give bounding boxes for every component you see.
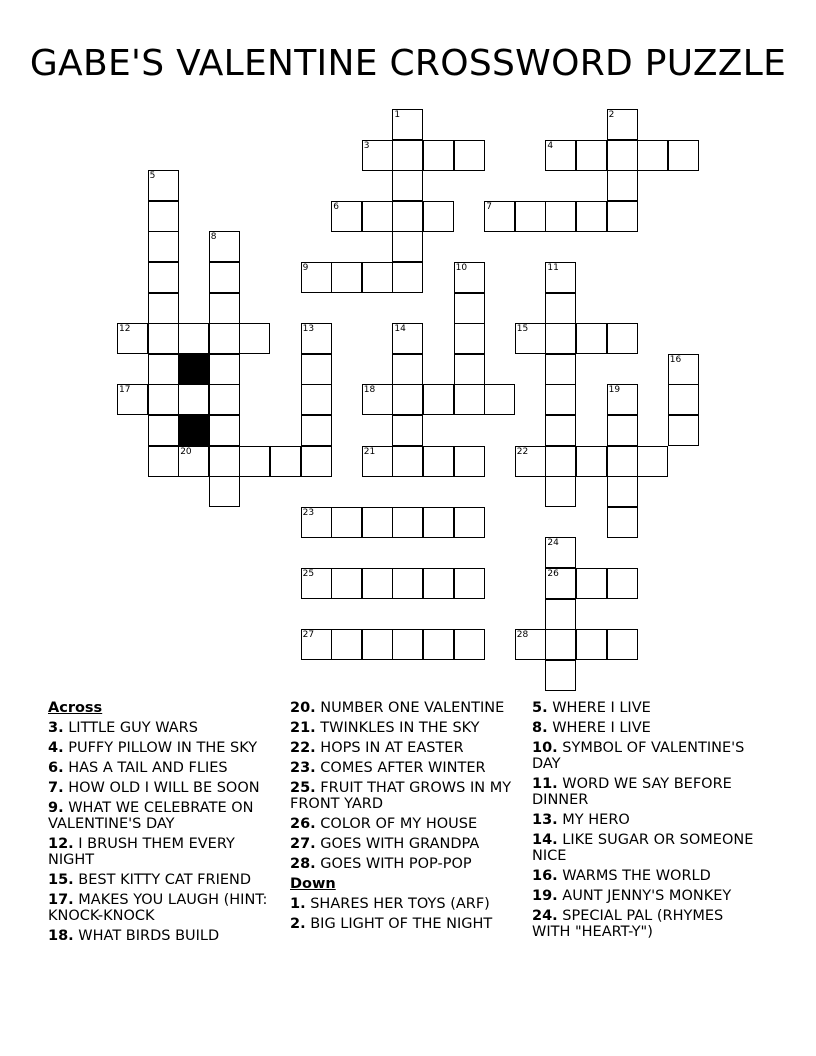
clue-item-text: WHAT WE CELEBRATE ON VALENTINE'S DAY bbox=[48, 800, 254, 832]
grid-cell[interactable] bbox=[301, 323, 332, 354]
grid-cell[interactable] bbox=[545, 323, 576, 354]
grid-cell[interactable] bbox=[668, 415, 699, 446]
grid-cell[interactable] bbox=[178, 323, 209, 354]
clue-item-text: WHERE I LIVE bbox=[547, 720, 651, 736]
clue-number: 3 bbox=[363, 140, 370, 151]
grid-cell[interactable] bbox=[423, 568, 454, 599]
clue-item bbox=[532, 700, 764, 716]
grid-cell[interactable] bbox=[607, 140, 638, 171]
clue-item bbox=[48, 740, 280, 756]
grid-cell[interactable] bbox=[148, 262, 179, 293]
grid-cell[interactable] bbox=[148, 354, 179, 385]
grid-cell[interactable] bbox=[545, 140, 576, 171]
clue-item-number: 24. bbox=[532, 908, 558, 924]
grid-cell[interactable] bbox=[392, 323, 423, 354]
clues-column-1 bbox=[48, 700, 280, 948]
grid-cell[interactable] bbox=[515, 323, 546, 354]
clue-number: 20 bbox=[180, 446, 192, 457]
grid-cell[interactable] bbox=[362, 140, 393, 171]
grid-cell[interactable] bbox=[392, 446, 423, 477]
grid-cell[interactable] bbox=[545, 537, 576, 568]
clue-item-number: 28. bbox=[290, 856, 316, 872]
grid-cell[interactable] bbox=[515, 201, 546, 232]
grid-cell[interactable] bbox=[423, 446, 454, 477]
clue-item-text: HOW OLD I WILL BE SOON bbox=[63, 780, 260, 796]
grid-cell[interactable] bbox=[545, 384, 576, 415]
clue-item bbox=[532, 908, 764, 940]
clue-item-text: WHERE I LIVE bbox=[547, 700, 651, 716]
grid-cell[interactable] bbox=[454, 384, 485, 415]
grid-cell[interactable] bbox=[362, 568, 393, 599]
grid-cell[interactable] bbox=[576, 201, 607, 232]
grid-cell[interactable] bbox=[392, 262, 423, 293]
clue-number: 18 bbox=[363, 385, 376, 396]
grid-cell[interactable] bbox=[576, 140, 607, 171]
clues-column-2 bbox=[290, 700, 522, 936]
puzzle-title: GABE'S VALENTINE CROSSWORD PUZZLE bbox=[29, 43, 787, 84]
clue-number: 28 bbox=[516, 630, 529, 641]
clue-item-number: 11. bbox=[532, 776, 558, 792]
grid-cell[interactable] bbox=[331, 201, 362, 232]
grid-cell[interactable] bbox=[423, 140, 454, 171]
grid-cell[interactable] bbox=[576, 323, 607, 354]
grid-cell[interactable] bbox=[545, 446, 576, 477]
clue-number: 22 bbox=[516, 446, 529, 457]
grid-cell[interactable] bbox=[392, 568, 423, 599]
clue-item-text: MAKES YOU LAUGH (HINT: KNOCK-KNOCK bbox=[48, 892, 268, 924]
clue-item bbox=[48, 872, 280, 888]
grid-cell[interactable] bbox=[454, 293, 485, 324]
grid-cell[interactable] bbox=[423, 384, 454, 415]
clue-item bbox=[48, 892, 280, 924]
clue-item bbox=[48, 800, 280, 832]
clue-item bbox=[290, 740, 522, 756]
clue-item-text: SHARES HER TOYS (ARF) bbox=[305, 896, 490, 912]
grid-cell[interactable] bbox=[607, 629, 638, 660]
clue-number: 16 bbox=[669, 354, 682, 365]
clue-item bbox=[290, 700, 522, 716]
clue-item-number: 13. bbox=[532, 812, 558, 828]
clue-item-text: HOPS IN AT EASTER bbox=[315, 740, 464, 756]
grid-cell[interactable] bbox=[515, 629, 546, 660]
clue-item-number: 4. bbox=[48, 740, 64, 756]
grid-cell[interactable] bbox=[454, 568, 485, 599]
clue-number: 9 bbox=[302, 263, 309, 273]
grid-cell[interactable] bbox=[454, 140, 485, 171]
clue-item-number: 12. bbox=[48, 836, 74, 852]
clue-item-number: 20. bbox=[290, 700, 316, 716]
grid-cell[interactable] bbox=[239, 446, 270, 477]
grid-cell[interactable] bbox=[545, 599, 576, 630]
grid-cell[interactable] bbox=[637, 140, 668, 171]
clue-item-number: 8. bbox=[532, 720, 548, 736]
clue-item bbox=[532, 888, 764, 904]
grid-cell[interactable] bbox=[209, 415, 240, 446]
clue-item-number: 18. bbox=[48, 928, 74, 944]
clue-number: 25 bbox=[302, 569, 315, 579]
clue-item-text: I BRUSH THEM EVERY NIGHT bbox=[48, 836, 235, 868]
clue-item bbox=[290, 856, 522, 872]
clue-item-text: WHAT BIRDS BUILD bbox=[73, 928, 220, 944]
grid-cell[interactable] bbox=[607, 170, 638, 201]
grid-cell[interactable] bbox=[301, 507, 332, 538]
grid-cell[interactable] bbox=[545, 476, 576, 507]
clue-item-number: 23. bbox=[290, 760, 316, 776]
grid-cell[interactable] bbox=[148, 384, 179, 415]
clue-item-text: SYMBOL OF VALENTINE'S DAY bbox=[532, 740, 745, 772]
grid-cell[interactable] bbox=[454, 354, 485, 385]
grid-cell[interactable] bbox=[392, 507, 423, 538]
grid-cell[interactable] bbox=[576, 446, 607, 477]
grid-cell[interactable] bbox=[454, 629, 485, 660]
clue-number: 1 bbox=[394, 110, 401, 120]
grid-cell[interactable] bbox=[392, 109, 423, 140]
grid-cell[interactable] bbox=[209, 262, 240, 293]
grid-cell[interactable] bbox=[392, 415, 423, 446]
grid-cell[interactable] bbox=[392, 629, 423, 660]
clue-item bbox=[48, 720, 280, 736]
grid-cell[interactable] bbox=[545, 262, 576, 293]
grid-cell[interactable] bbox=[301, 568, 332, 599]
grid-cell[interactable] bbox=[668, 140, 699, 171]
grid-cell[interactable] bbox=[668, 354, 699, 385]
clue-item-number: 6. bbox=[48, 760, 64, 776]
black-cell bbox=[178, 354, 209, 385]
clue-item bbox=[48, 780, 280, 796]
grid-cell[interactable] bbox=[117, 384, 148, 415]
grid-cell[interactable] bbox=[637, 446, 668, 477]
grid-cell[interactable] bbox=[484, 201, 515, 232]
grid-cell[interactable] bbox=[545, 415, 576, 446]
clue-item-number: 2. bbox=[290, 916, 306, 932]
clue-item-number: 5. bbox=[532, 700, 548, 716]
clue-number: 17 bbox=[119, 385, 131, 396]
clue-item-text: MY HERO bbox=[557, 812, 630, 828]
grid-cell[interactable] bbox=[545, 629, 576, 660]
grid-cell[interactable] bbox=[301, 415, 332, 446]
grid-cell[interactable] bbox=[209, 293, 240, 324]
grid-cell[interactable] bbox=[331, 568, 362, 599]
clue-number: 4 bbox=[547, 140, 554, 151]
clue-number: 13 bbox=[302, 324, 315, 335]
grid-cell[interactable] bbox=[209, 323, 240, 354]
grid-cell[interactable] bbox=[239, 323, 270, 354]
clue-item-number: 16. bbox=[532, 868, 558, 884]
down-heading: Down bbox=[290, 876, 336, 892]
grid-cell[interactable] bbox=[392, 231, 423, 262]
clue-item-number: 27. bbox=[290, 836, 316, 852]
grid-cell[interactable] bbox=[454, 507, 485, 538]
clue-number: 14 bbox=[394, 324, 406, 335]
grid-cell[interactable] bbox=[148, 415, 179, 446]
grid-cell[interactable] bbox=[392, 170, 423, 201]
clue-item-text: SPECIAL PAL (RHYMES WITH "HEART-Y") bbox=[532, 908, 724, 940]
clue-number: 15 bbox=[516, 324, 529, 335]
grid-cell[interactable] bbox=[331, 507, 362, 538]
clue-number: 8 bbox=[210, 232, 217, 243]
clue-item-number: 26. bbox=[290, 816, 316, 832]
clue-item-text: BEST KITTY CAT FRIEND bbox=[73, 872, 252, 888]
grid-cell[interactable] bbox=[331, 262, 362, 293]
grid-cell[interactable] bbox=[545, 293, 576, 324]
black-cell bbox=[178, 415, 209, 446]
grid-cell[interactable] bbox=[607, 109, 638, 140]
clue-item bbox=[290, 896, 522, 912]
clue-item-text: COMES AFTER WINTER bbox=[315, 760, 486, 776]
grid-cell[interactable] bbox=[607, 507, 638, 538]
clue-item-number: 19. bbox=[532, 888, 558, 904]
grid-cell[interactable] bbox=[545, 660, 576, 691]
grid-cell[interactable] bbox=[270, 446, 301, 477]
grid-cell[interactable] bbox=[362, 201, 393, 232]
clue-item-text: WORD WE SAY BEFORE DINNER bbox=[532, 776, 732, 808]
grid-cell[interactable] bbox=[607, 323, 638, 354]
grid-cell[interactable] bbox=[362, 262, 393, 293]
clue-item-text: GOES WITH GRANDPA bbox=[315, 836, 480, 852]
grid-cell[interactable] bbox=[178, 446, 209, 477]
clue-item-number: 7. bbox=[48, 780, 64, 796]
clue-item-number: 14. bbox=[532, 832, 558, 848]
clue-item bbox=[532, 832, 764, 864]
clue-number: 19 bbox=[608, 385, 621, 396]
clues-column-3 bbox=[532, 700, 764, 944]
clue-item bbox=[48, 836, 280, 868]
grid-cell[interactable] bbox=[423, 507, 454, 538]
clue-item-text: GOES WITH POP-POP bbox=[315, 856, 472, 872]
grid-cell[interactable] bbox=[607, 568, 638, 599]
grid-cell[interactable] bbox=[362, 384, 393, 415]
grid-cell[interactable] bbox=[607, 384, 638, 415]
clue-number: 10 bbox=[455, 263, 468, 273]
clue-item-number: 22. bbox=[290, 740, 316, 756]
grid-cell[interactable] bbox=[148, 323, 179, 354]
clue-item-text: BIG LIGHT OF THE NIGHT bbox=[305, 916, 493, 932]
grid-cell[interactable] bbox=[301, 629, 332, 660]
grid-cell[interactable] bbox=[331, 629, 362, 660]
grid-cell[interactable] bbox=[209, 354, 240, 385]
clue-item bbox=[290, 916, 522, 932]
clue-item bbox=[290, 836, 522, 852]
grid-cell[interactable] bbox=[148, 446, 179, 477]
grid-cell[interactable] bbox=[515, 446, 546, 477]
grid-cell[interactable] bbox=[454, 446, 485, 477]
clue-item bbox=[532, 740, 764, 772]
grid-cell[interactable] bbox=[148, 231, 179, 262]
clue-number: 11 bbox=[547, 263, 559, 273]
grid-cell[interactable] bbox=[454, 323, 485, 354]
grid-cell[interactable] bbox=[362, 507, 393, 538]
grid-cell[interactable] bbox=[148, 201, 179, 232]
grid-cell[interactable] bbox=[301, 446, 332, 477]
clue-item-number: 3. bbox=[48, 720, 64, 736]
grid-cell[interactable] bbox=[576, 568, 607, 599]
grid-cell[interactable] bbox=[607, 201, 638, 232]
grid-cell[interactable] bbox=[484, 384, 515, 415]
grid-cell[interactable] bbox=[178, 384, 209, 415]
clue-item-text: WARMS THE WORLD bbox=[557, 868, 711, 884]
grid-cell[interactable] bbox=[423, 201, 454, 232]
clue-item-number: 9. bbox=[48, 800, 64, 816]
clue-item-text: AUNT JENNY'S MONKEY bbox=[557, 888, 732, 904]
clue-item-text: LIKE SUGAR OR SOMEONE NICE bbox=[532, 832, 754, 864]
clue-item bbox=[532, 868, 764, 884]
clue-item-number: 15. bbox=[48, 872, 74, 888]
clue-item bbox=[532, 720, 764, 736]
clue-item-number: 1. bbox=[290, 896, 306, 912]
clue-item bbox=[290, 780, 522, 812]
clue-number: 2 bbox=[608, 110, 615, 120]
clue-item bbox=[48, 760, 280, 776]
clue-item bbox=[290, 816, 522, 832]
clue-item bbox=[48, 928, 280, 944]
clue-item-number: 10. bbox=[532, 740, 558, 756]
clue-item bbox=[290, 760, 522, 776]
grid-cell[interactable] bbox=[607, 446, 638, 477]
grid-cell[interactable] bbox=[545, 568, 576, 599]
clue-number: 6 bbox=[333, 201, 339, 212]
grid-cell[interactable] bbox=[607, 476, 638, 507]
clue-number: 23 bbox=[302, 507, 315, 518]
clue-item-text: COLOR OF MY HOUSE bbox=[315, 816, 478, 832]
grid-cell[interactable] bbox=[607, 415, 638, 446]
across-heading: Across bbox=[48, 700, 103, 716]
clue-number: 27 bbox=[302, 630, 315, 641]
grid-cell[interactable] bbox=[117, 323, 148, 354]
grid-cell[interactable] bbox=[209, 476, 240, 507]
grid-cell[interactable] bbox=[362, 446, 393, 477]
grid-cell[interactable] bbox=[209, 231, 240, 262]
clue-number: 7 bbox=[486, 201, 492, 212]
grid-cell[interactable] bbox=[392, 354, 423, 385]
clue-item-text: NUMBER ONE VALENTINE bbox=[315, 700, 505, 716]
grid-cell[interactable] bbox=[362, 629, 393, 660]
clue-item-text: HAS A TAIL AND FLIES bbox=[63, 760, 228, 776]
clue-item-text: PUFFY PILLOW IN THE SKY bbox=[63, 740, 258, 756]
grid-cell[interactable] bbox=[454, 262, 485, 293]
grid-cell[interactable] bbox=[209, 446, 240, 477]
clue-number: 26 bbox=[547, 569, 559, 579]
clue-item-text: FRUIT THAT GROWS IN MY FRONT YARD bbox=[290, 780, 512, 812]
grid-cell[interactable] bbox=[392, 140, 423, 171]
grid-cell[interactable] bbox=[209, 384, 240, 415]
grid-cell[interactable] bbox=[545, 354, 576, 385]
clue-number: 12 bbox=[119, 324, 131, 335]
clue-item bbox=[532, 776, 764, 808]
grid-cell[interactable] bbox=[148, 293, 179, 324]
clue-number: 5 bbox=[149, 171, 156, 182]
clue-item-number: 25. bbox=[290, 780, 316, 796]
grid-cell[interactable] bbox=[301, 384, 332, 415]
clue-item-number: 17. bbox=[48, 892, 74, 908]
grid-cell[interactable] bbox=[668, 384, 699, 415]
grid-cell[interactable] bbox=[392, 201, 423, 232]
grid-cell[interactable] bbox=[576, 629, 607, 660]
clue-item-number: 21. bbox=[290, 720, 316, 736]
clue-item bbox=[290, 720, 522, 736]
clue-item-text: TWINKLES IN THE SKY bbox=[315, 720, 480, 736]
clue-number: 21 bbox=[363, 446, 376, 457]
grid-cell[interactable] bbox=[148, 170, 179, 201]
clue-item bbox=[532, 812, 764, 828]
clue-number: 24 bbox=[547, 538, 559, 549]
grid-cell[interactable] bbox=[301, 262, 332, 293]
grid-cell[interactable] bbox=[392, 384, 423, 415]
grid-cell[interactable] bbox=[423, 629, 454, 660]
grid-cell[interactable] bbox=[545, 201, 576, 232]
clue-item-text: LITTLE GUY WARS bbox=[63, 720, 198, 736]
grid-cell[interactable] bbox=[301, 354, 332, 385]
